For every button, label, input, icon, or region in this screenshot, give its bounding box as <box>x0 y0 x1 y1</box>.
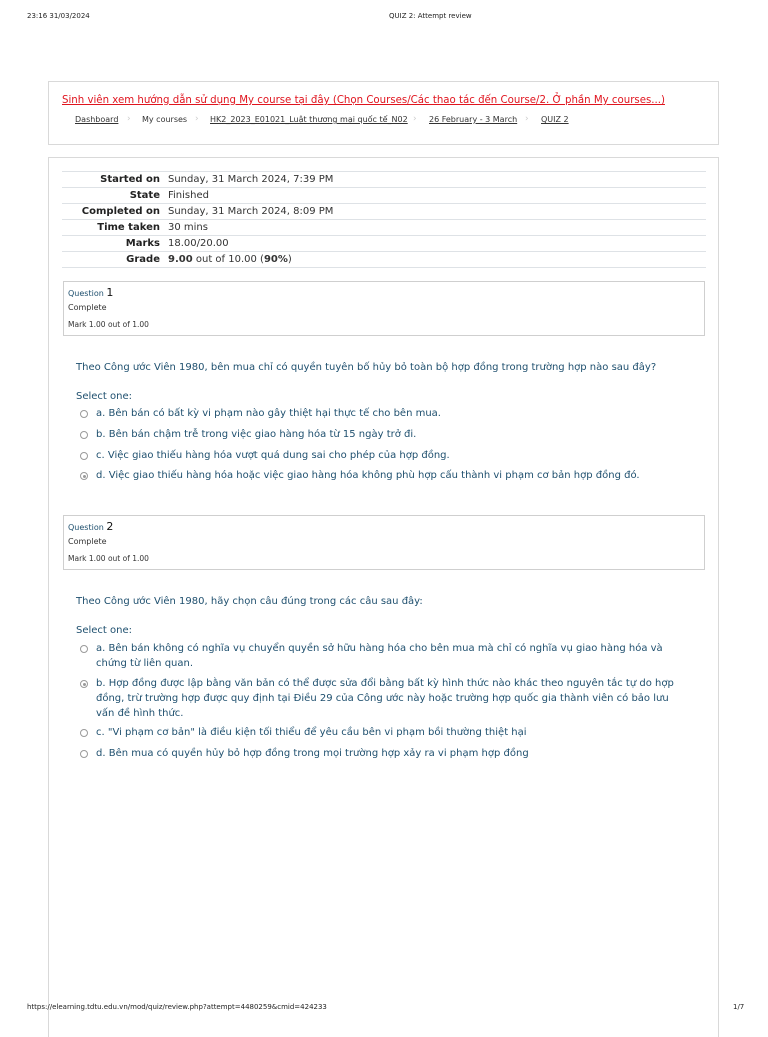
answer-option: a. Bên bán không có nghĩa vụ chuyển quyền sở hữu hàng hóa cho bên mua mà chỉ có nghĩa vụ giao hàng hóa và chứng từ liên quan. <box>96 643 663 669</box>
grade-value <box>168 252 706 268</box>
page-header <box>48 81 719 145</box>
answer-radio-selected[interactable] <box>80 472 88 480</box>
print-datetime: 23:16 31/03/2024 <box>27 12 90 20</box>
grade-score: 9.00 <box>168 254 193 265</box>
breadcrumb-separator-icon: › <box>525 114 529 124</box>
question-state: Complete <box>68 303 107 312</box>
attempt-summary-table <box>62 171 706 268</box>
summary-value: Sunday, 31 March 2024, 8:09 PM <box>168 206 334 217</box>
print-title: QUIZ 2: Attempt review <box>389 12 472 20</box>
select-one-label: Select one: <box>76 391 133 402</box>
summary-row <box>62 236 706 252</box>
summary-value: Sunday, 31 March 2024, 7:39 PM <box>168 174 334 185</box>
print-url: https://elearning.tdtu.edu.vn/mod/quiz/review.php?attempt=4480259&cmid=424233 <box>27 1003 327 1011</box>
answer-radio[interactable] <box>80 452 88 460</box>
course-guide-link[interactable]: Sinh viên xem hướng dẫn sử dụng My course tại đây (Chọn Courses/Các thao tác đến Course/2. Ở phần My courses...) <box>62 95 665 106</box>
summary-label: Marks <box>125 238 160 249</box>
summary-value: 18.00/20.00 <box>168 238 229 249</box>
answer-option: b. Bên bán chậm trễ trong việc giao hàng hóa từ 15 ngày trở đi. <box>96 429 417 440</box>
grade-percent: 90% <box>263 254 288 265</box>
grade-out-of: out of 10.00 ( <box>192 254 264 265</box>
question-text: Theo Công ước Viên 1980, bên mua chỉ có quyền tuyên bố hủy bỏ toàn bộ hợp đồng trong trường hợp nào sau đây? <box>76 362 657 373</box>
summary-value: Finished <box>168 190 209 201</box>
answer-option: a. Bên bán có bất kỳ vi phạm nào gây thiệt hại thực tế cho bên mua. <box>96 408 441 419</box>
summary-row <box>62 172 706 188</box>
question-number-value: 2 <box>106 520 114 533</box>
answer-radio[interactable] <box>80 729 88 737</box>
answer-radio[interactable] <box>80 750 88 758</box>
answer-option: d. Bên mua có quyền hủy bỏ hợp đồng trong mọi trường hợp xảy ra vi phạm hợp đồng <box>96 748 529 759</box>
summary-row <box>62 252 706 268</box>
question-label: Question <box>68 523 104 532</box>
breadcrumb-week[interactable]: 26 February - 3 March <box>429 115 518 124</box>
breadcrumb-separator-icon: › <box>195 114 199 124</box>
grade-close: ) <box>287 254 292 265</box>
question-number <box>68 286 113 299</box>
question-label: Question <box>68 289 104 298</box>
summary-row <box>62 220 706 236</box>
answer-radio-selected[interactable] <box>80 680 88 688</box>
answer-radio[interactable] <box>80 645 88 653</box>
question-number <box>68 520 113 533</box>
breadcrumb-my-courses[interactable]: My courses <box>142 115 188 124</box>
answer-radio[interactable] <box>80 431 88 439</box>
answer-radio[interactable] <box>80 410 88 418</box>
breadcrumb-course[interactable]: HK2_2023_E01021_Luật thương mại quốc tế_N02 <box>210 115 408 124</box>
answer-option: c. Việc giao thiếu hàng hóa vượt quá dung sai cho phép của hợp đồng. <box>96 450 450 461</box>
question-mark: Mark 1.00 out of 1.00 <box>68 554 149 563</box>
breadcrumb-quiz[interactable]: QUIZ 2 <box>541 115 569 124</box>
print-page-number: 1/7 <box>733 1003 745 1011</box>
breadcrumb-separator-icon: › <box>413 114 417 124</box>
summary-label: Completed on <box>81 206 160 217</box>
question-state: Complete <box>68 537 107 546</box>
summary-row <box>62 188 706 204</box>
breadcrumb-dashboard[interactable]: Dashboard <box>75 115 119 124</box>
question-info-1 <box>63 281 705 336</box>
summary-row <box>62 204 706 220</box>
summary-label: Grade <box>126 254 160 265</box>
breadcrumb-separator-icon: › <box>127 114 131 124</box>
summary-label: Started on <box>100 174 160 185</box>
question-info-2 <box>63 515 705 570</box>
question-text: Theo Công ước Viên 1980, hãy chọn câu đúng trong các câu sau đây: <box>76 596 423 607</box>
summary-label: Time taken <box>97 222 160 233</box>
summary-value: 30 mins <box>168 222 208 233</box>
question-number-value: 1 <box>106 286 114 299</box>
quiz-review-region <box>48 157 719 1037</box>
question-mark: Mark 1.00 out of 1.00 <box>68 320 149 329</box>
answer-option: b. Hợp đồng được lập bằng văn bản có thể được sửa đổi bằng bất kỳ hình thức nào khác theo nguyên tắc tự do hợp đồng, trừ trường hợp được quy định tại Điều 29 của Công ước này hoặc trường hợp quốc gia thành viên có bảo lưu vấn đề hình thức. <box>96 678 674 719</box>
summary-label: State <box>129 190 160 201</box>
select-one-label: Select one: <box>76 625 133 636</box>
answer-option: d. Việc giao thiếu hàng hóa hoặc việc giao hàng hóa không phù hợp cấu thành vi phạm cơ bản hợp đồng đó. <box>96 470 640 481</box>
answer-option: c. "Vi phạm cơ bản" là điều kiện tối thiểu để yêu cầu bên vi phạm bồi thường thiệt hại <box>96 727 527 738</box>
